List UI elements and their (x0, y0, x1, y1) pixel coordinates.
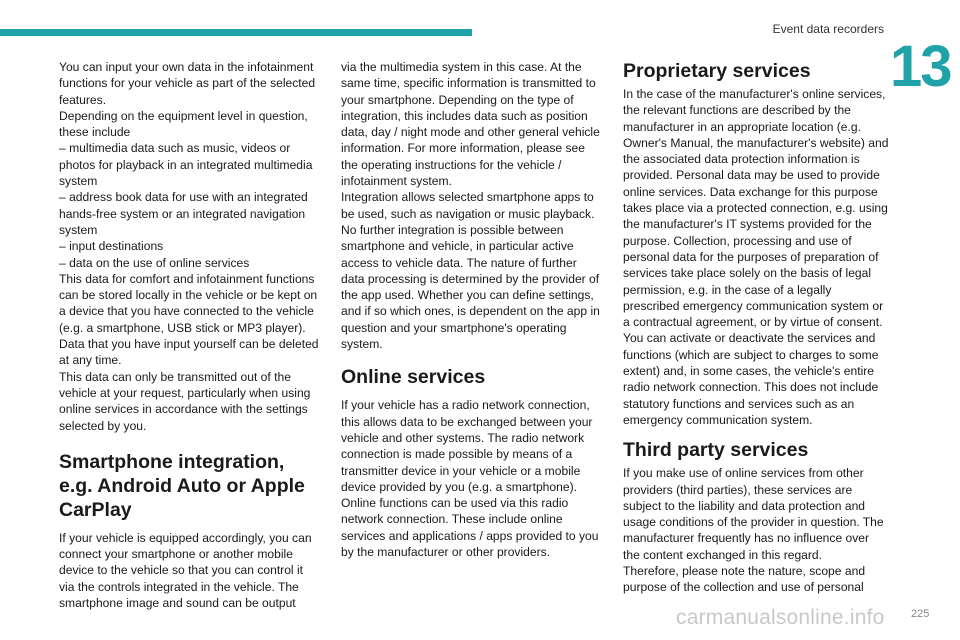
paragraph: This data can only be transmitted out of the vehicle at your request, particularly when using online services in accordance with the settings selected by you. (59, 369, 311, 433)
paragraph: If your vehicle is equipped accordingly, you can connect your smartphone or another mobile device to the vehicle so that you can control it via the controls integrated in the vehicle. The smartphone image and sound can be output (59, 530, 312, 611)
heading-third-party-services: Third party services (623, 439, 809, 462)
paragraph: Depending on the equipment level in question, these include (59, 108, 308, 140)
heading-online-services: Online services (341, 366, 486, 389)
paragraph: Therefore, please note the nature, scope and purpose of the collection and use of personal (623, 564, 866, 595)
paragraph: In the case of the manufacturer's online services, the relevant functions are described by the manufacturer in an appropriate location (e.g. Owner's Manual, the manufacturer's website) and the associated data protection information is provided. Personal data may be used to provide online services. Data exchange for this purpose takes place via a protected connection, e.g. using the manufacturer's IT systems provided for the purpose. Collection, processing and use of personal data for the purposes of preparation of services take place solely on the basis of legal permission, e.g. in the case of a legally prescribed emergency communication system or a contractual agreement, or by virtue of consent. (623, 87, 889, 330)
heading-proprietary-services: Proprietary services (623, 60, 811, 82)
header-accent-bar (0, 29, 472, 36)
paragraph: This data for comfort and infotainment functions can be stored locally in the vehicle or be kept on a device that you have connected to the vehicle (e.g. a smartphone, USB stick or MP3 player). Data that you have input yourself can be deleted at any time. (59, 271, 319, 368)
paragraph: You can activate or deactivate the services and functions (which are subject to charges to some extent) and, in some cases, the vehicle's entire radio network connection. This does not include statutory functions and services such as an emergency communication system. (623, 331, 879, 427)
paragraph: You can input your own data in the infotainment functions for your vehicle as part of the selected features. (59, 60, 316, 107)
page-number: 225 (911, 608, 930, 620)
list-item: – multimedia data such as music, videos or photos for playback in an integrated multimedia system (59, 141, 313, 189)
column-3 (623, 59, 889, 596)
paragraph: If your vehicle has a radio network connection, this allows data to be exchanged between your vehicle and other systems. The radio network connection is made possible by means of a transmitter device in your vehicle or a mobile device provided by you (e.g. a smartphone). Online functions can be used via this radio network connection. These include online services and applications / apps provided to you by the manufacturer or other providers. (341, 398, 599, 560)
paragraph: via the multimedia system in this case. At the same time, specific information is transmitted to your smartphone. Depending on the type of integration, this includes data such as position data, day / night mode and other general vehicle information. For more information, please see the operating instructions for the vehicle / infotainment system. (341, 60, 600, 189)
column-2 (341, 59, 603, 560)
watermark-text: carmanualsonline.info (676, 606, 885, 629)
list-item: – data on the use of online services (59, 255, 250, 270)
column-1 (59, 59, 321, 611)
paragraph: If you make use of online services from other providers (third parties), these services are subject to the liability and data protection and usage conditions of the provider in question. The manufacturer frequently has no influence over the content exchanged in this regard. (623, 466, 884, 562)
list-item: – address book data for use with an integrated hands-free system or an integrated navigation system (59, 190, 308, 237)
chapter-number: 13 (890, 34, 951, 99)
heading-smartphone-integration: Smartphone integration, e.g. Android Auto or Apple CarPlay (59, 450, 305, 521)
section-title: Event data recorders (772, 22, 884, 36)
list-item: – input destinations (59, 239, 164, 254)
paragraph: Integration allows selected smartphone apps to be used, such as navigation or music playback. No further integration is possible between smartphone and vehicle, in particular active access to vehicle data. The nature of further data processing is determined by the provider of the app used. Whether you can define settings, and if so which ones, is dependent on the app in question and your smartphone's operating system. (341, 190, 600, 352)
